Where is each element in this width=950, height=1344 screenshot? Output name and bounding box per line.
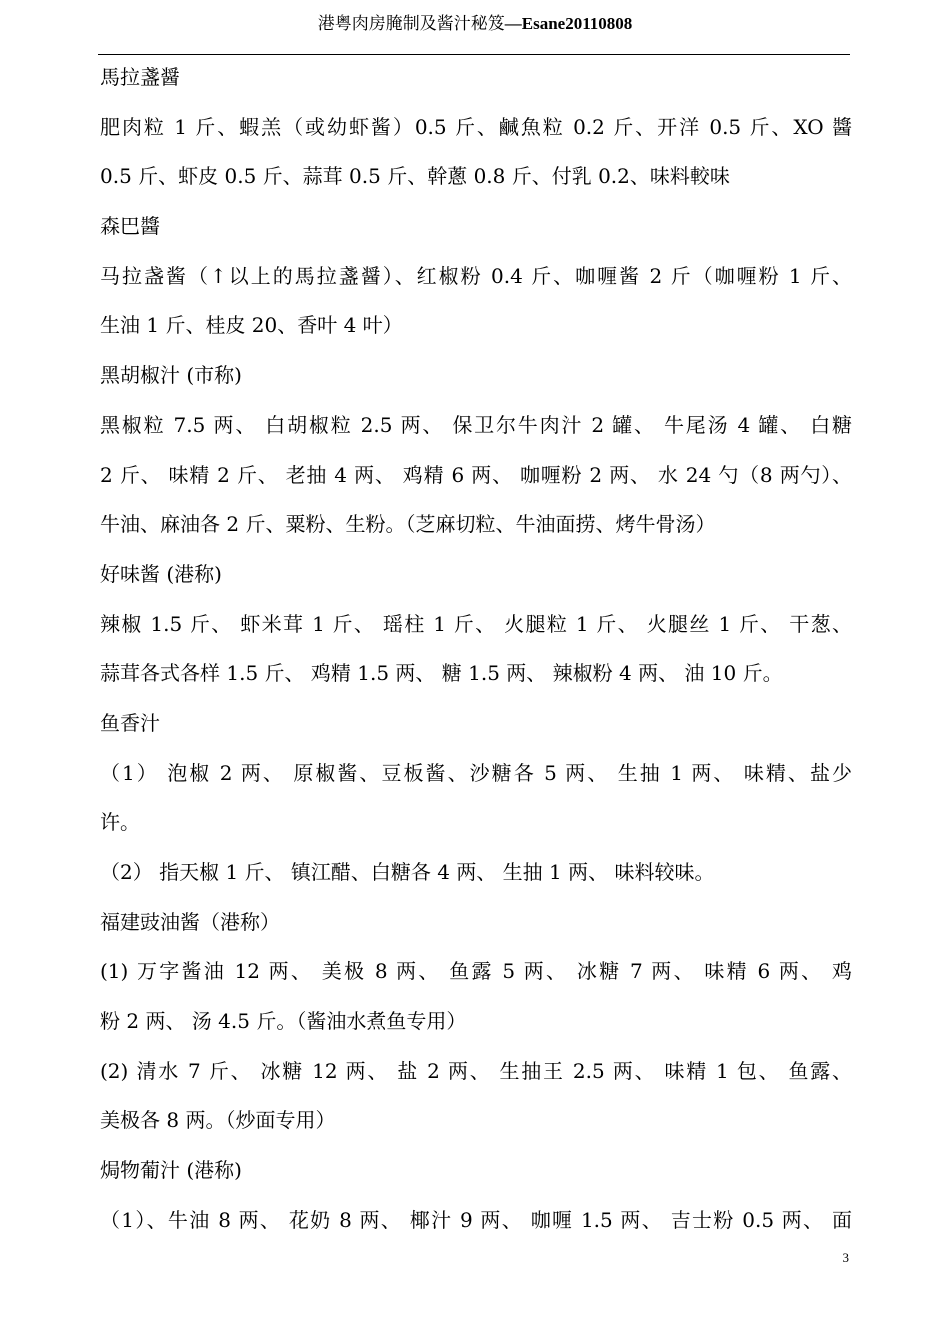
text-line: 0.5 斤、虾皮 0.5 斤、蒜茸 0.5 斤、幹蔥 0.8 斤、付乳 0.2、味料較味 (100, 164, 730, 189)
text-line: 福建豉油酱（港称） (100, 909, 280, 934)
text-line: 马拉盏酱（↑以上的馬拉盞醤）、红椒粉 0.4 斤、咖喱酱 2 斤（咖喱粉 1 斤、 (100, 263, 852, 288)
page-header (0, 10, 950, 38)
text-line: 粉 2 两、 汤 4.5 斤。（酱油水煮鱼专用） (100, 1009, 467, 1034)
header-title-chinese: 港粤肉房腌制及酱汁秘笈 (317, 14, 505, 34)
text-line: 许。 (100, 810, 140, 835)
text-line: （1）、牛油 8 两、 花奶 8 两、 椰汁 9 两、 咖喱 1.5 两、 吉士粉 0.5 两、 面 (100, 1207, 852, 1232)
text-line: （2） 指天椒 1 斤、 镇江醋、白糖各 4 两、 生抽 1 两、 味料较味。 (100, 860, 715, 884)
text-line: 焗物葡汁 (港称) (100, 1158, 242, 1183)
text-line: (1) 万字酱油 12 两、 美极 8 两、 鱼露 5 两、 冰糖 7 两、 味精 6 两、 鸡 (100, 959, 852, 984)
text-line: 鱼香汁 (100, 710, 160, 735)
text-line: 牛油、麻油各 2 斤、粟粉、生粉。（芝麻切粒、牛油面捞、烤牛骨汤） (100, 512, 716, 537)
text-line: 好味酱 (港称) (100, 561, 222, 586)
text-line: 蒜茸各式各样 1.5 斤、 鸡精 1.5 两、 糖 1.5 两、 辣椒粉 4 两、 油 10 斤。 (100, 661, 783, 686)
text-line: (2) 清水 7 斤、 冰糖 12 两、 盐 2 两、 生抽王 2.5 两、 味精 1 包、 鱼露、 (100, 1058, 852, 1083)
text-line: 肥肉粒 1 斤、蝦羔（或幼虾酱）0.5 斤、鹹魚粒 0.2 斤、开洋 0.5 斤、XO 醬 (100, 114, 852, 139)
header-title-latin: —Esane20110808 (504, 14, 633, 33)
text-line: 2 斤、 味精 2 斤、 老抽 4 两、 鸡精 6 两、 咖喱粉 2 两、 水 24 勺（8 两勺）、 (100, 462, 852, 487)
text-line: 生油 1 斤、桂皮 20、香叶 4 叶） (100, 313, 403, 338)
text-line: 森巴醬 (100, 214, 160, 239)
text-line: 美极各 8 两。（炒面专用） (100, 1108, 336, 1133)
text-line: 黑椒粒 7.5 两、 白胡椒粒 2.5 两、 保卫尔牛肉汁 2 罐、 牛尾汤 4 罐、 白糖 (100, 412, 852, 437)
text-line: 辣椒 1.5 斤、 虾米茸 1 斤、 瑶柱 1 斤、 火腿粒 1 斤、 火腿丝 1 斤、 干葱、 (100, 611, 852, 636)
page-number: 3 (842, 1250, 849, 1265)
text-line: 黑胡椒汁 (市称) (100, 363, 242, 388)
document-body (100, 53, 852, 1246)
text-line: 馬拉盞醤 (100, 65, 180, 89)
text-line: （1） 泡椒 2 两、 原椒酱、豆板酱、沙糖各 5 两、 生抽 1 两、 味精、盐少 (100, 760, 852, 785)
